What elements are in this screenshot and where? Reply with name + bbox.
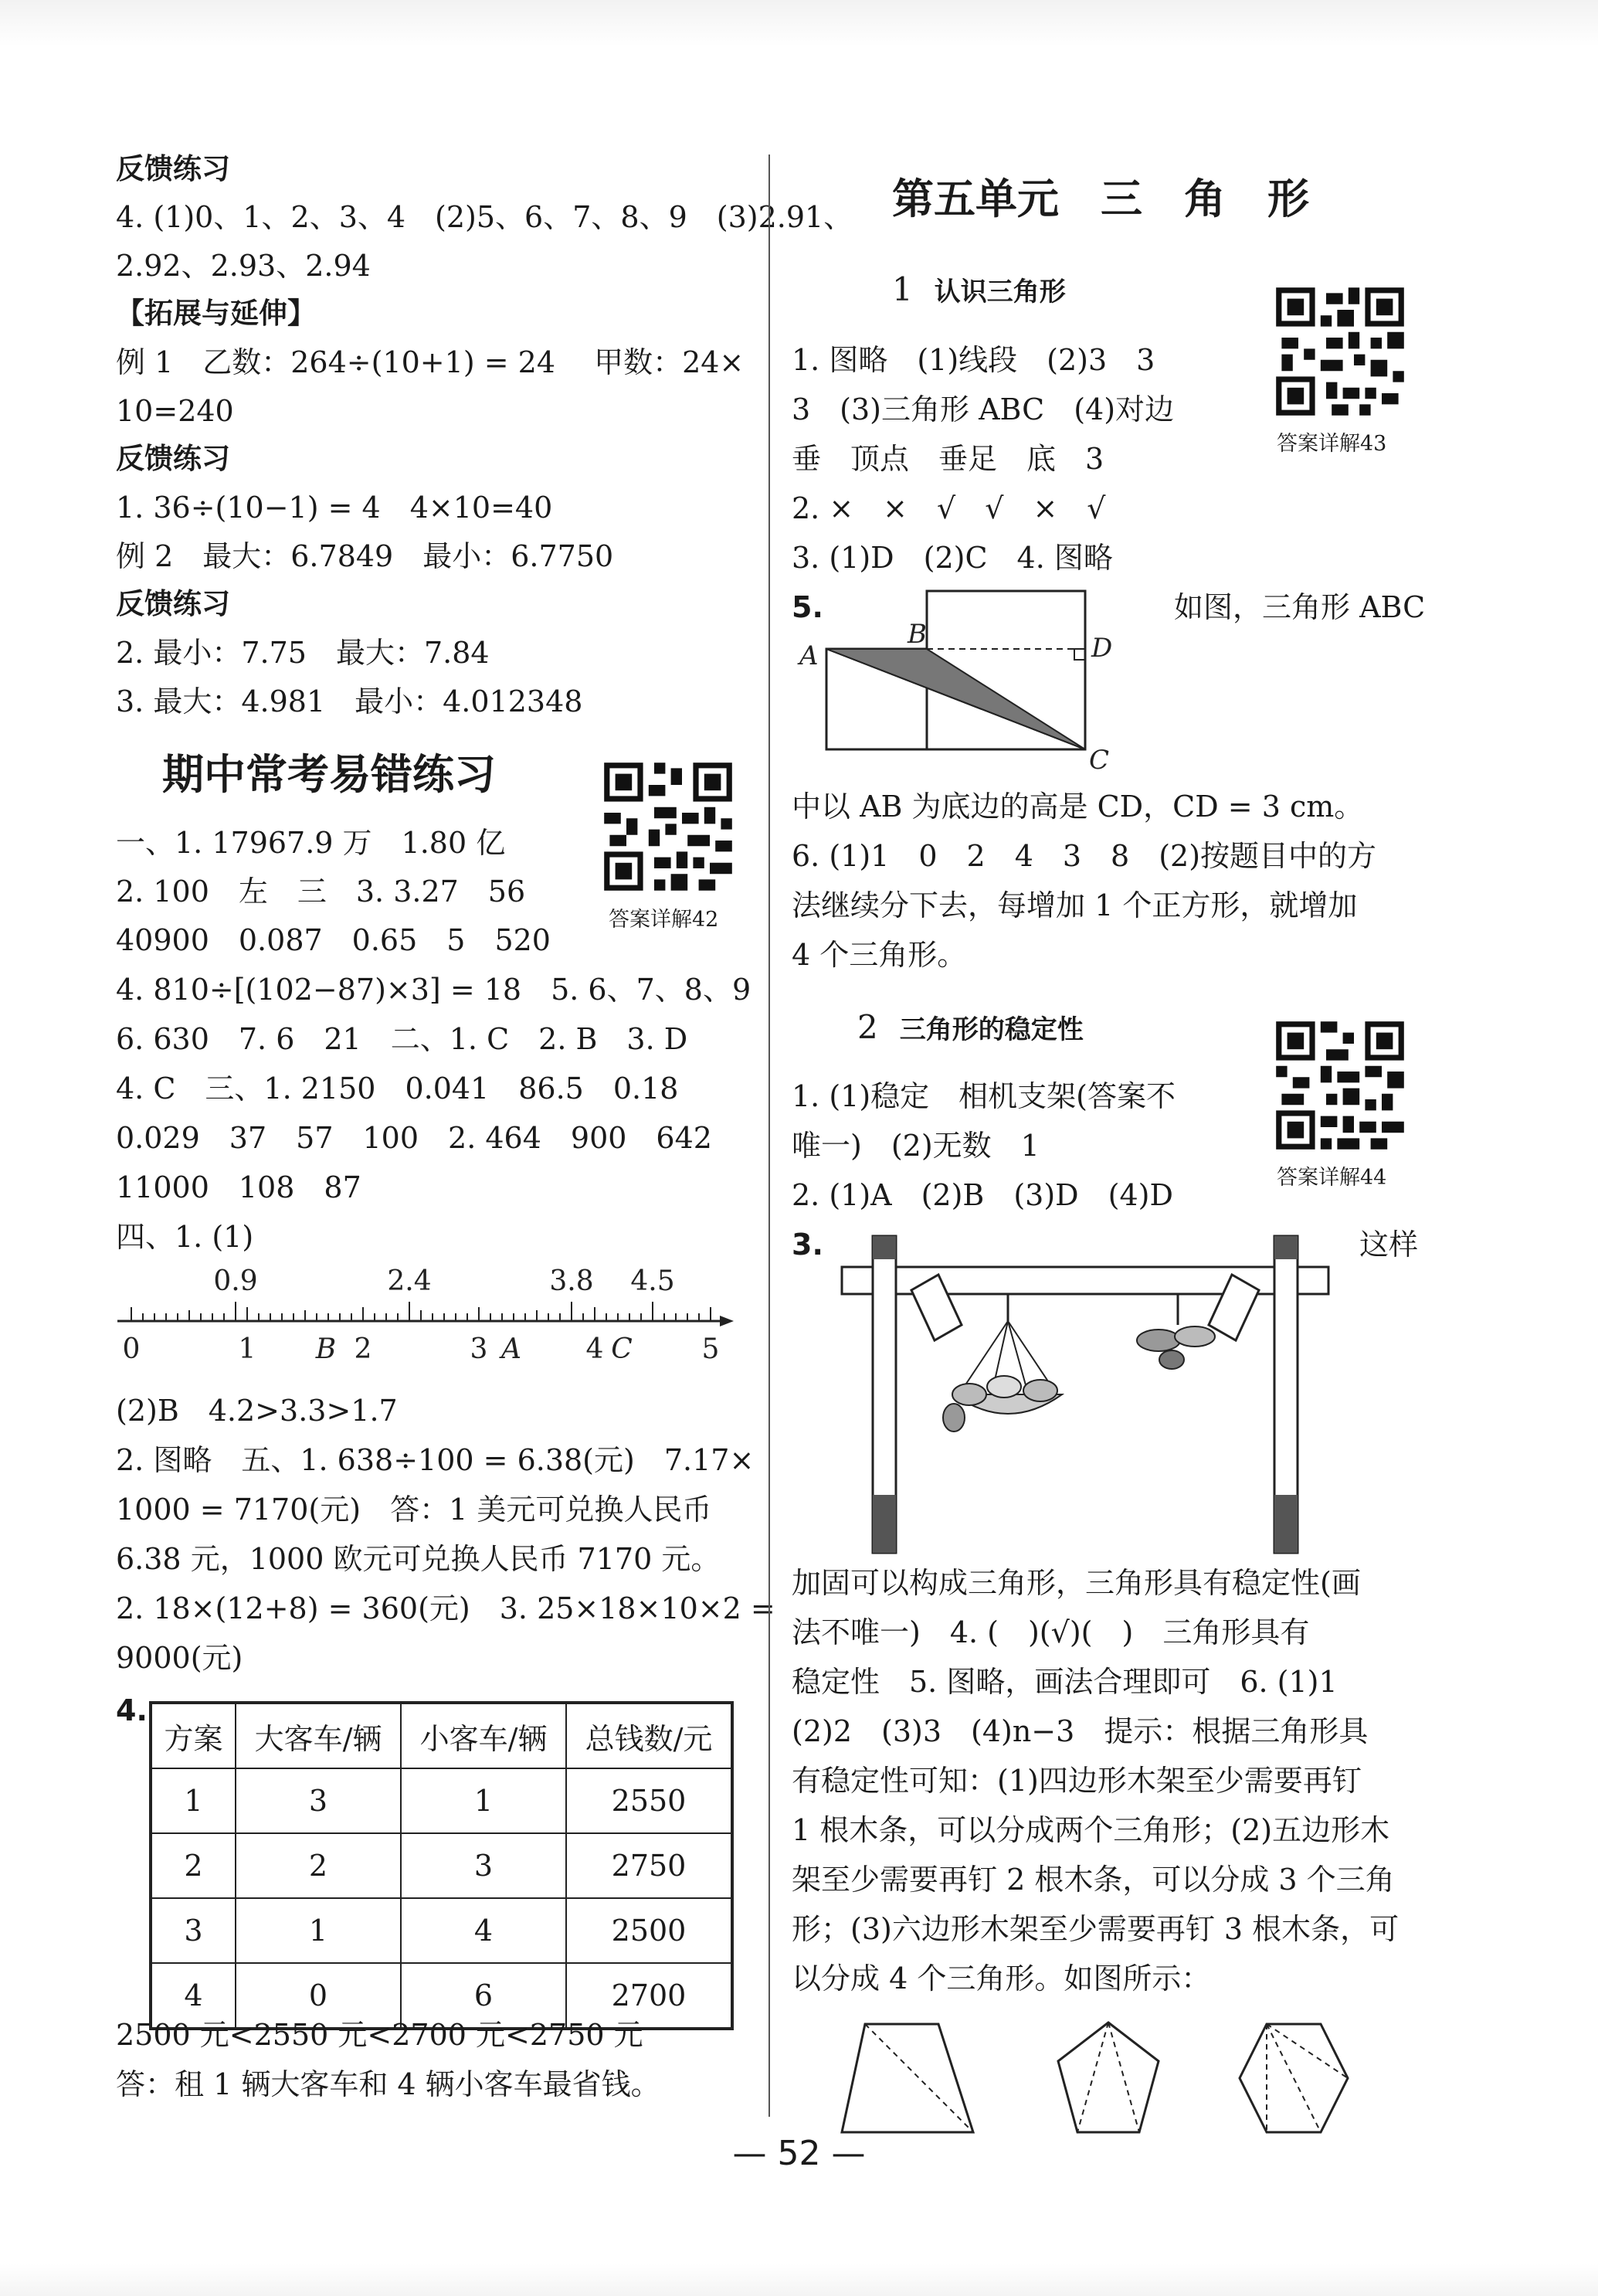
plan-table	[149, 1701, 734, 2030]
answer-line: 如图，三角形 ABC	[1174, 590, 1426, 624]
qr-caption: 答案详解43	[1277, 432, 1387, 456]
answer-line: 1000 = 7170(元) 答：1 美元可兑换人民币	[116, 1493, 712, 1527]
triangle-abc-figure	[799, 587, 1147, 776]
answer-line: 以分成 4 个三角形。如图所示：	[792, 1961, 1211, 1995]
answer-line: 3. (1)D (2)C 4. 图略	[792, 541, 1113, 575]
feedback-heading: 反馈练习	[116, 587, 230, 620]
table-cell: 0	[236, 1963, 401, 2029]
answer-line: 1. 36÷(10−1) = 4 4×10=40	[116, 491, 553, 525]
example-line: 10=240	[116, 394, 234, 428]
table-cell: 1	[401, 1768, 566, 1833]
table-cell: 4	[401, 1898, 566, 1963]
vertex-label-c: C	[1089, 745, 1110, 776]
page-number: — 52 —	[732, 2134, 866, 2173]
midterm-title: 期中常考易错练习	[162, 749, 496, 799]
answer-line: 架至少需要再钉 2 根木条，可以分成 3 个三角	[792, 1863, 1395, 1897]
answer-line: 2500 元<2550 元<2700 元<2750 元	[116, 2018, 643, 2052]
value-label-4.5: 4.5	[630, 1265, 675, 1297]
table-cell: 6	[401, 1963, 566, 2029]
answer-line: 1 根木条，可以分成两个三角形；(2)五边形木	[792, 1813, 1390, 1847]
answer-line: 2. 图略 五、1. 638÷100 = 6.38(元) 7.17×	[116, 1443, 755, 1477]
table-header-cell: 总钱数/元	[566, 1703, 732, 1768]
answer-line: 3 (3)三角形 ABC (4)对边	[792, 392, 1175, 426]
table-cell: 3	[151, 1898, 236, 1963]
point-label-c: C	[611, 1333, 633, 1365]
tick-label-4: 4	[585, 1333, 604, 1365]
value-label-3.8: 3.8	[549, 1265, 594, 1297]
table-cell: 2	[236, 1833, 401, 1898]
point-label-a: A	[501, 1333, 521, 1365]
table-row	[151, 1898, 732, 1963]
section-2-label: 三角形的稳定性	[899, 1014, 1084, 1045]
answer-line: 1. 图略 (1)线段 (2)3 3	[792, 343, 1155, 377]
answer-line: (2)B 4.2>3.3>1.7	[116, 1394, 398, 1428]
vertex-label-d: D	[1091, 633, 1113, 664]
answer-line: 法继续分下去，每增加 1 个正方形，就增加	[792, 888, 1358, 922]
answer-line: 2. × × √ √ × √	[792, 491, 1106, 525]
answer-line: 2. 100 左 三 3. 3.27 56	[116, 875, 526, 909]
column-divider	[768, 155, 770, 2117]
answer-line: 3. 最大：4.981 最小：4.012348	[116, 684, 583, 718]
answer-line: 这样	[1359, 1228, 1419, 1262]
answer-line: 答：租 1 辆大客车和 4 辆小客车最省钱。	[116, 2067, 660, 2101]
answer-line: 四、1. (1)	[116, 1220, 254, 1254]
point-label-b: B	[315, 1333, 337, 1365]
qr-caption: 答案详解42	[609, 908, 719, 932]
example-line: 例 1 乙数：264÷(10+1) = 24 甲数：24×	[116, 345, 745, 379]
table-cell: 2550	[566, 1768, 732, 1833]
extension-heading: 【拓展与延伸】	[116, 297, 316, 330]
table-cell: 2	[151, 1833, 236, 1898]
qr-caption: 答案详解44	[1277, 1166, 1387, 1190]
section-1-title	[892, 270, 1066, 308]
table-header-cell: 方案	[151, 1703, 236, 1768]
table-cell: 2500	[566, 1898, 732, 1963]
answer-line: 1. (1)稳定 相机支架(答案不	[792, 1079, 1176, 1113]
answer-line: 中以 AB 为底边的高是 CD，CD = 3 cm。	[792, 790, 1364, 824]
example-line: 例 2 最大：6.7849 最小：6.7750	[116, 539, 614, 573]
answer-line: 9000(元)	[116, 1641, 243, 1675]
answer-line: 0.029 37 57 100 2. 464 900 642	[116, 1121, 712, 1155]
answer-line: 3.	[792, 1228, 823, 1262]
table-row	[151, 1833, 732, 1898]
answer-line: 4. (1)0、1、2、3、4 (2)5、6、7、8、9 (3)2.91、	[116, 200, 853, 234]
answer-line: 唯一) (2)无数 1	[792, 1129, 1040, 1163]
answer-line: 6. (1)1 0 2 4 3 8 (2)按题目中的方	[792, 839, 1377, 873]
answer-line: 5.	[792, 590, 823, 624]
answer-line: 形；(3)六边形木架至少需要再钉 3 根木条，可	[792, 1912, 1400, 1946]
answer-line: 垂 顶点 垂足 底 3	[792, 442, 1104, 476]
answer-line: 11000 108 87	[116, 1170, 361, 1204]
answer-line: 4. 810÷[(102−87)×3] = 18 5. 6、7、8、9	[116, 973, 752, 1007]
plant-stand-figure	[838, 1232, 1332, 1557]
feedback-heading: 反馈练习	[116, 442, 230, 475]
feedback-heading: 反馈练习	[116, 152, 230, 185]
answer-line: 4 个三角形。	[792, 938, 967, 972]
table-cell: 3	[236, 1768, 401, 1833]
value-label-2.4: 2.4	[387, 1265, 432, 1297]
answer-line: 2. 18×(12+8) = 360(元) 3. 25×18×10×2 =	[116, 1591, 775, 1625]
table-row	[151, 1768, 732, 1833]
answer-line: 一、1. 17967.9 万 1.80 亿	[116, 826, 506, 860]
qr-code-icon[interactable]	[1271, 1016, 1410, 1155]
qr-code-icon[interactable]	[1271, 282, 1410, 421]
unit-title: 第五单元 三 角 形	[892, 174, 1309, 223]
tick-label-3: 3	[470, 1333, 488, 1365]
answer-line: 40900 0.087 0.65 5 520	[116, 923, 551, 957]
tick-label-2: 2	[354, 1333, 372, 1365]
qr-code-icon[interactable]	[599, 757, 738, 896]
table-question-label: 4.	[116, 1693, 148, 1727]
table-header-cell: 大客车/辆	[236, 1703, 401, 1768]
answer-line: 4. C 三、1. 2150 0.041 86.5 0.18	[116, 1072, 679, 1106]
answer-line: (2)2 (3)3 (4)n−3 提示：根据三角形具	[792, 1714, 1369, 1748]
table-cell: 1	[236, 1898, 401, 1963]
answer-line: 法不唯一) 4. ( )(√)( ) 三角形具有	[792, 1615, 1310, 1649]
table-header-row	[151, 1703, 732, 1768]
answer-line: 6.38 元，1000 欧元可兑换人民币 7170 元。	[116, 1542, 721, 1576]
section-2-title	[857, 1008, 1084, 1046]
polygon-division-figure	[838, 2016, 1440, 2148]
table-cell: 1	[151, 1768, 236, 1833]
answer-line: 2. (1)A (2)B (3)D (4)D	[792, 1178, 1173, 1212]
answer-line: 有稳定性可知：(1)四边形木架至少需要再钉	[792, 1764, 1362, 1798]
section-2-number: 2	[857, 1008, 878, 1046]
vertex-label-b: B	[908, 619, 927, 650]
vertex-label-a: A	[799, 640, 819, 671]
table-cell: 2700	[566, 1963, 732, 2029]
answer-line: 6. 630 7. 6 21 二、1. C 2. B 3. D	[116, 1022, 688, 1056]
table-cell: 2750	[566, 1833, 732, 1898]
section-1-label: 认识三角形	[934, 277, 1066, 307]
table-cell: 4	[151, 1963, 236, 2029]
number-line-figure	[116, 1259, 749, 1367]
answer-line: 2. 最小：7.75 最大：7.84	[116, 636, 490, 670]
section-1-number: 1	[892, 270, 913, 308]
tick-label-1: 1	[238, 1333, 256, 1365]
answer-line: 稳定性 5. 图略，画法合理即可 6. (1)1	[792, 1665, 1338, 1699]
answer-line: 加固可以构成三角形，三角形具有稳定性(画	[792, 1566, 1361, 1600]
tick-label-5: 5	[701, 1333, 720, 1365]
table-cell: 3	[401, 1833, 566, 1898]
table-header-cell: 小客车/辆	[401, 1703, 566, 1768]
answer-line: 2.92、2.93、2.94	[116, 249, 371, 283]
tick-label-0: 0	[122, 1333, 141, 1365]
value-label-0.9: 0.9	[213, 1265, 258, 1297]
